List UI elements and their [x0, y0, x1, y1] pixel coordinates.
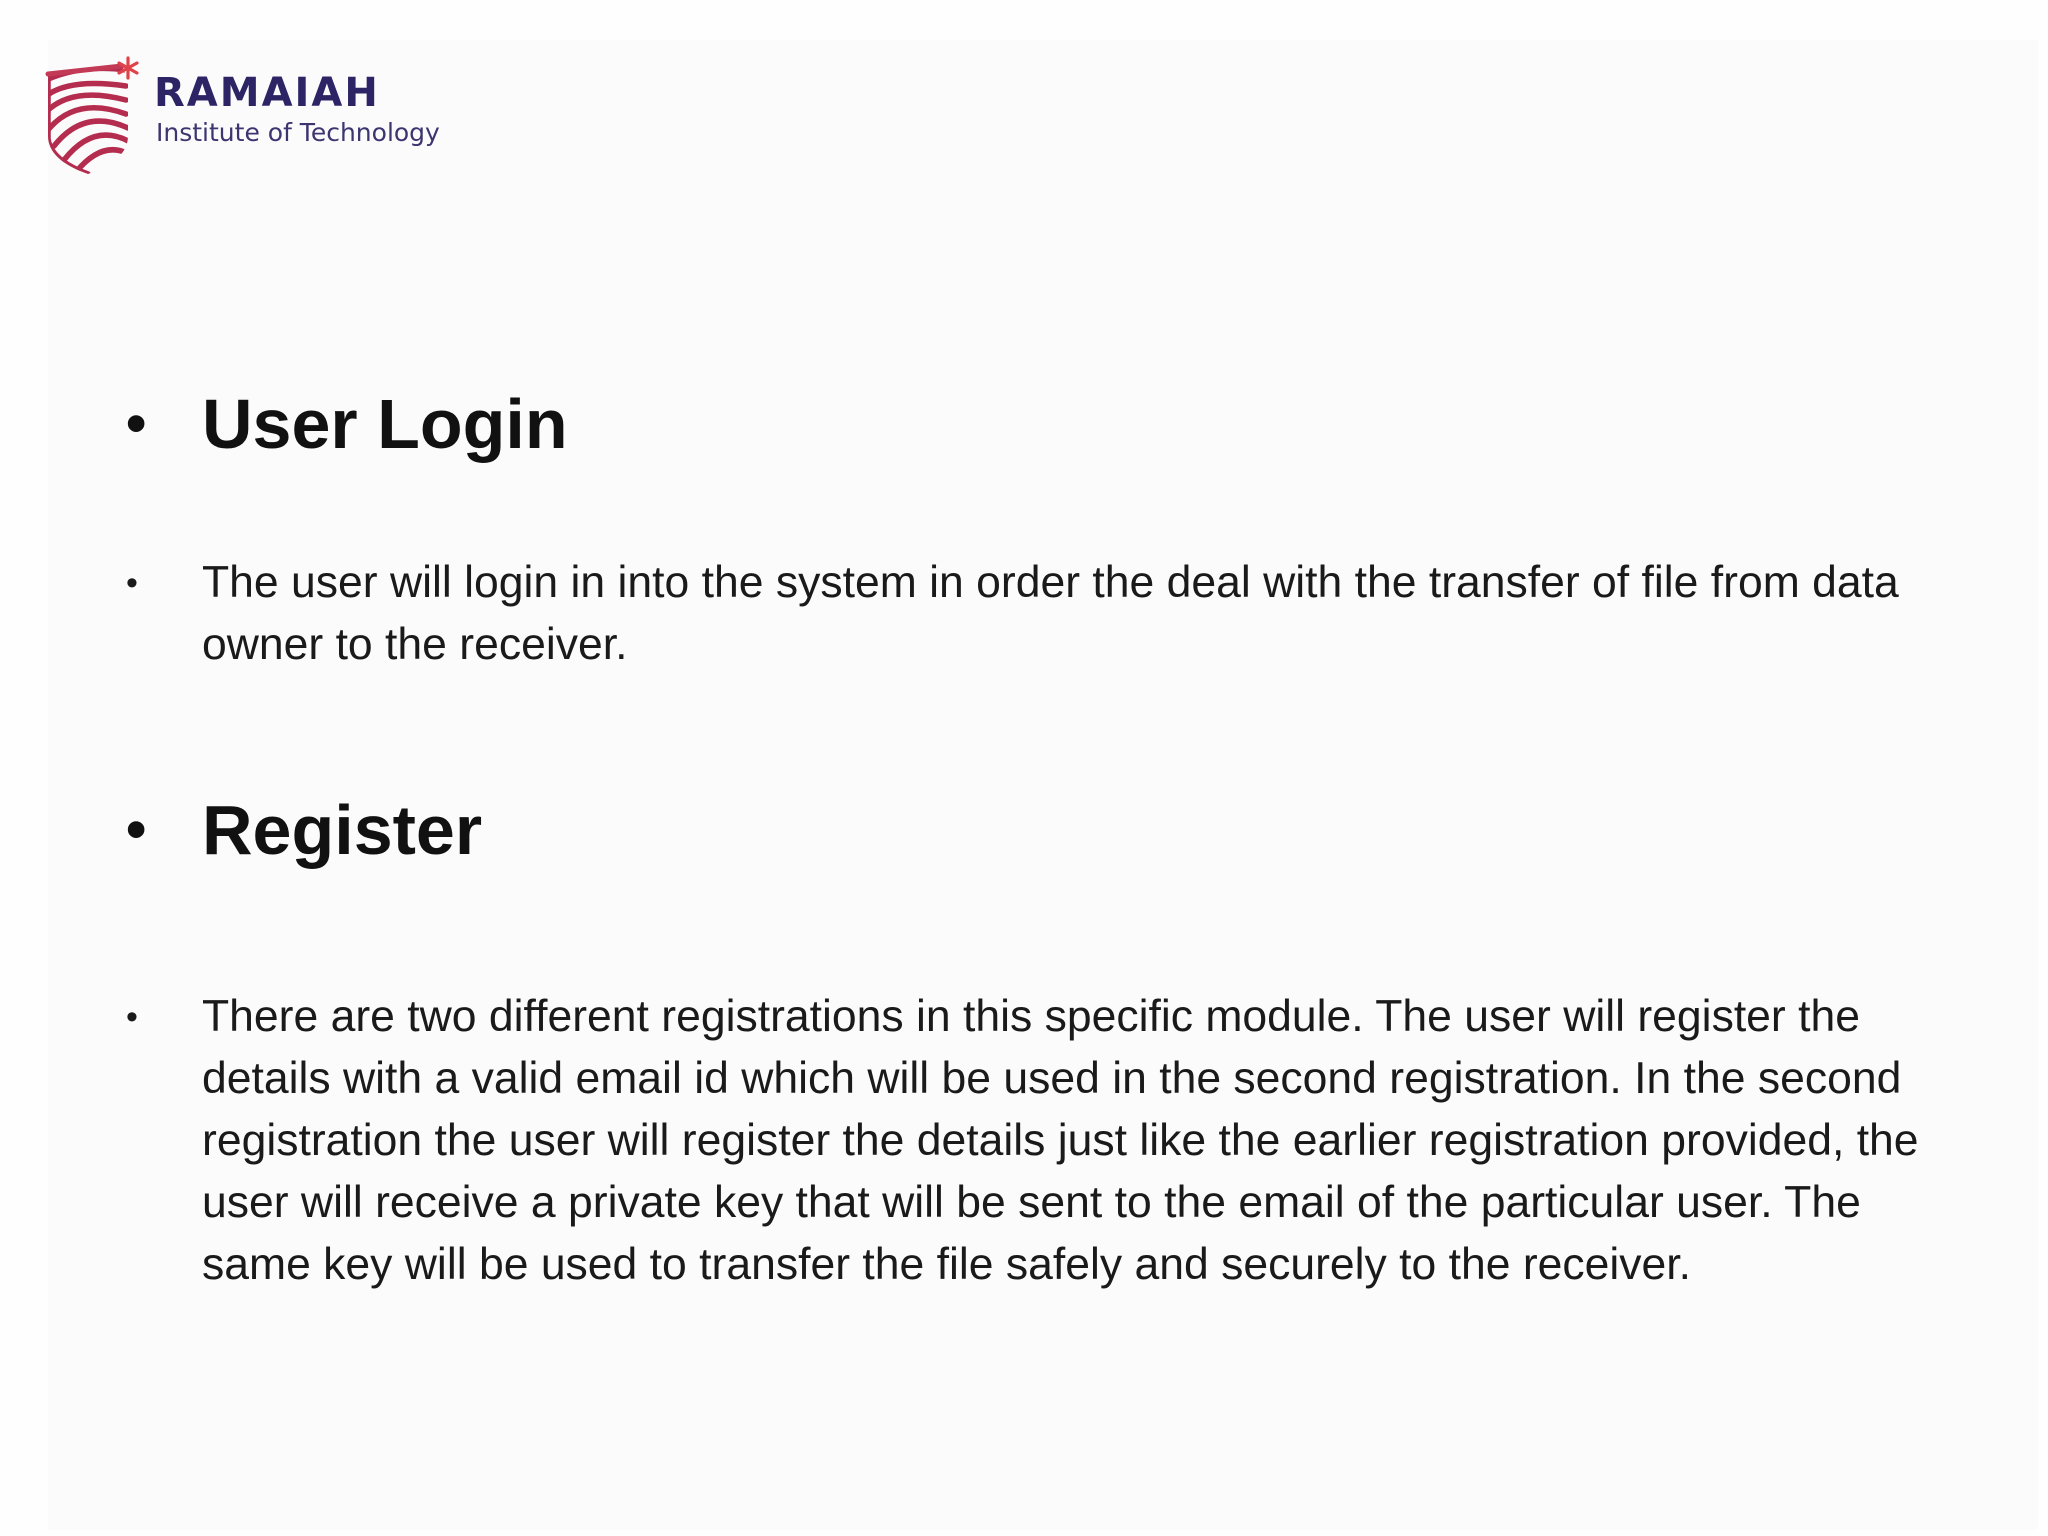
body-text: There are two different registrations in this specific module. The user will register the details with a valid email id which will be used in the second registration. In the second registration the user will register the details just like the earlier registration provided, the user will receive a private key that will be sent to the email of the particular user. The same key will be used to transfer the file safely and securely to the receiver.	[202, 992, 1919, 1289]
slide-content	[120, 376, 1960, 1296]
heading-text: Register	[202, 791, 483, 869]
bullet: •	[126, 564, 138, 602]
section-heading-register	[120, 782, 1960, 878]
heading-text: User Login	[202, 385, 568, 463]
section-body-user-login	[120, 552, 1960, 676]
bullet: •	[126, 797, 147, 862]
body-text: The user will login in into the system in order the deal with the transfer of file from data owner to the receiver.	[202, 558, 1899, 669]
bullet: •	[126, 391, 147, 456]
logo-subtitle: Institute of Technology	[156, 118, 440, 147]
section-heading-user-login	[120, 376, 1960, 472]
section-body-register	[120, 986, 1960, 1296]
bullet: •	[126, 998, 138, 1036]
logo-name: RAMAIAH	[154, 70, 380, 116]
institute-logo	[42, 56, 462, 180]
ramaiah-shield-icon	[42, 56, 142, 176]
